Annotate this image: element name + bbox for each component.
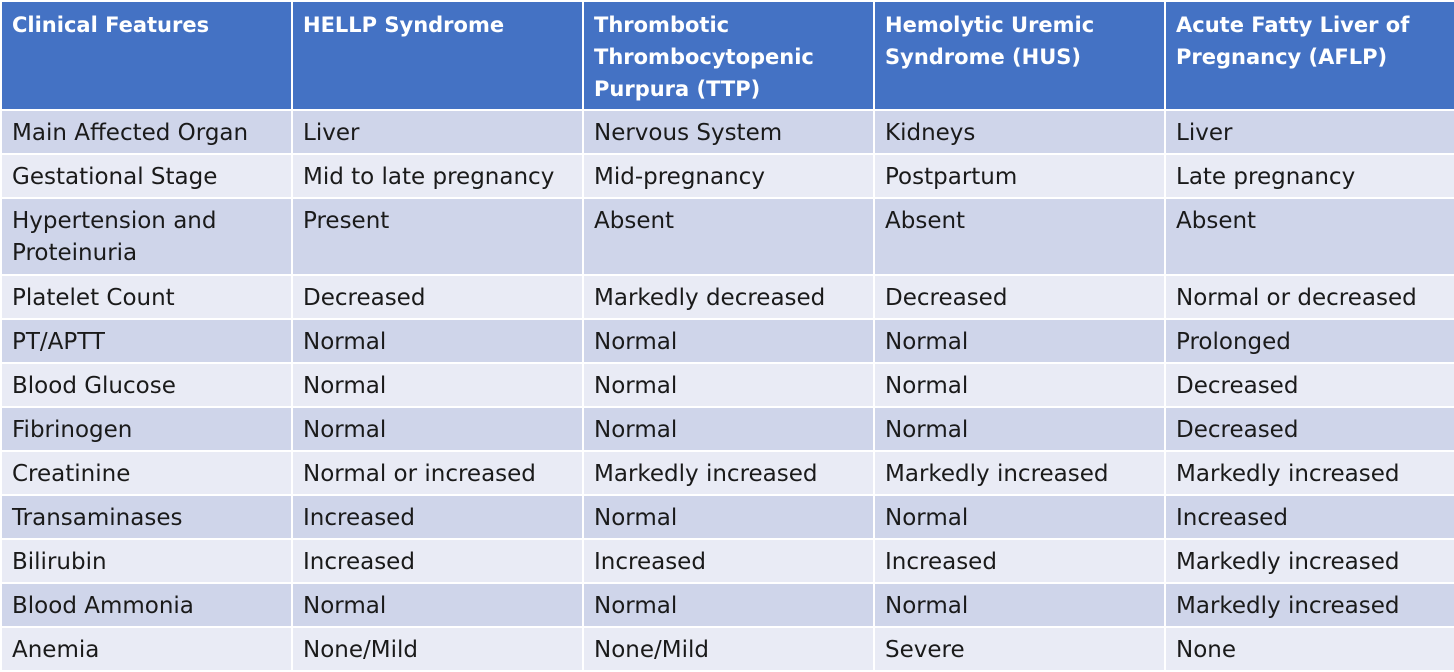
table-cell: Normal: [583, 583, 874, 627]
table-row: [1, 539, 1454, 583]
table-cell: Decreased: [292, 275, 583, 319]
table-cell: Liver: [292, 110, 583, 154]
table-cell: Absent: [583, 198, 874, 275]
table-cell: Normal: [583, 407, 874, 451]
table-cell: Postpartum: [874, 154, 1165, 198]
table-cell: Markedly increased: [583, 451, 874, 495]
table-cell: Increased: [292, 495, 583, 539]
table-cell: Normal: [292, 407, 583, 451]
table-cell: Normal: [874, 363, 1165, 407]
row-label: Blood Ammonia: [1, 583, 292, 627]
table-row: [1, 319, 1454, 363]
table-cell: Normal: [874, 319, 1165, 363]
table-cell: Increased: [583, 539, 874, 583]
table-cell: Decreased: [874, 275, 1165, 319]
table-cell: None: [1165, 627, 1454, 671]
table-cell: Decreased: [1165, 363, 1454, 407]
header-hellp-syndrome: HELLP Syndrome: [292, 1, 583, 110]
table-cell: Normal: [292, 363, 583, 407]
table-cell: Markedly decreased: [583, 275, 874, 319]
table-cell: Markedly increased: [1165, 583, 1454, 627]
table-row: [1, 363, 1454, 407]
header-ttp: Thrombotic Thrombocytopenic Purpura (TTP): [583, 1, 874, 110]
table-cell: Normal or increased: [292, 451, 583, 495]
table-row: [1, 110, 1454, 154]
row-label: PT/APTT: [1, 319, 292, 363]
row-label: Fibrinogen: [1, 407, 292, 451]
table-cell: Normal: [874, 583, 1165, 627]
header-clinical-features: Clinical Features: [1, 1, 292, 110]
table-cell: Late pregnancy: [1165, 154, 1454, 198]
row-label: Gestational Stage: [1, 154, 292, 198]
table-cell: Normal: [874, 407, 1165, 451]
row-label: Main Affected Organ: [1, 110, 292, 154]
table-cell: Decreased: [1165, 407, 1454, 451]
table-cell: Normal: [583, 363, 874, 407]
table-cell: Markedly increased: [1165, 539, 1454, 583]
table-cell: Normal: [292, 583, 583, 627]
table-row: [1, 407, 1454, 451]
table-cell: Normal: [874, 495, 1165, 539]
table-row: [1, 451, 1454, 495]
table-row: [1, 275, 1454, 319]
table-cell: Markedly increased: [1165, 451, 1454, 495]
table-row: [1, 154, 1454, 198]
table-header: [1, 1, 1454, 110]
table-cell: Increased: [1165, 495, 1454, 539]
table-row: [1, 198, 1454, 275]
table-cell: None/Mild: [292, 627, 583, 671]
row-label: Bilirubin: [1, 539, 292, 583]
table-cell: Normal: [292, 319, 583, 363]
table-cell: Liver: [1165, 110, 1454, 154]
table-cell: Normal: [583, 319, 874, 363]
table-cell: Normal or decreased: [1165, 275, 1454, 319]
table-body: [1, 110, 1454, 671]
table-row: [1, 627, 1454, 671]
row-label: Platelet Count: [1, 275, 292, 319]
table-cell: Prolonged: [1165, 319, 1454, 363]
header-hus: Hemolytic Uremic Syndrome (HUS): [874, 1, 1165, 110]
table-cell: Increased: [874, 539, 1165, 583]
header-aflp: Acute Fatty Liver of Pregnancy (AFLP): [1165, 1, 1454, 110]
table-cell: Mid to late pregnancy: [292, 154, 583, 198]
table-cell: Absent: [1165, 198, 1454, 275]
row-label: Hypertension and Proteinuria: [1, 198, 292, 275]
table-cell: Mid-pregnancy: [583, 154, 874, 198]
table-cell: Severe: [874, 627, 1165, 671]
table-cell: Increased: [292, 539, 583, 583]
row-label: Blood Glucose: [1, 363, 292, 407]
row-label: Creatinine: [1, 451, 292, 495]
header-row: [1, 1, 1454, 110]
table-cell: Present: [292, 198, 583, 275]
table-cell: Markedly increased: [874, 451, 1165, 495]
row-label: Transaminases: [1, 495, 292, 539]
row-label: Anemia: [1, 627, 292, 671]
table-cell: Nervous System: [583, 110, 874, 154]
table-row: [1, 583, 1454, 627]
table-cell: Normal: [583, 495, 874, 539]
table-cell: None/Mild: [583, 627, 874, 671]
table-cell: Kidneys: [874, 110, 1165, 154]
table-row: [1, 495, 1454, 539]
table-cell: Absent: [874, 198, 1165, 275]
